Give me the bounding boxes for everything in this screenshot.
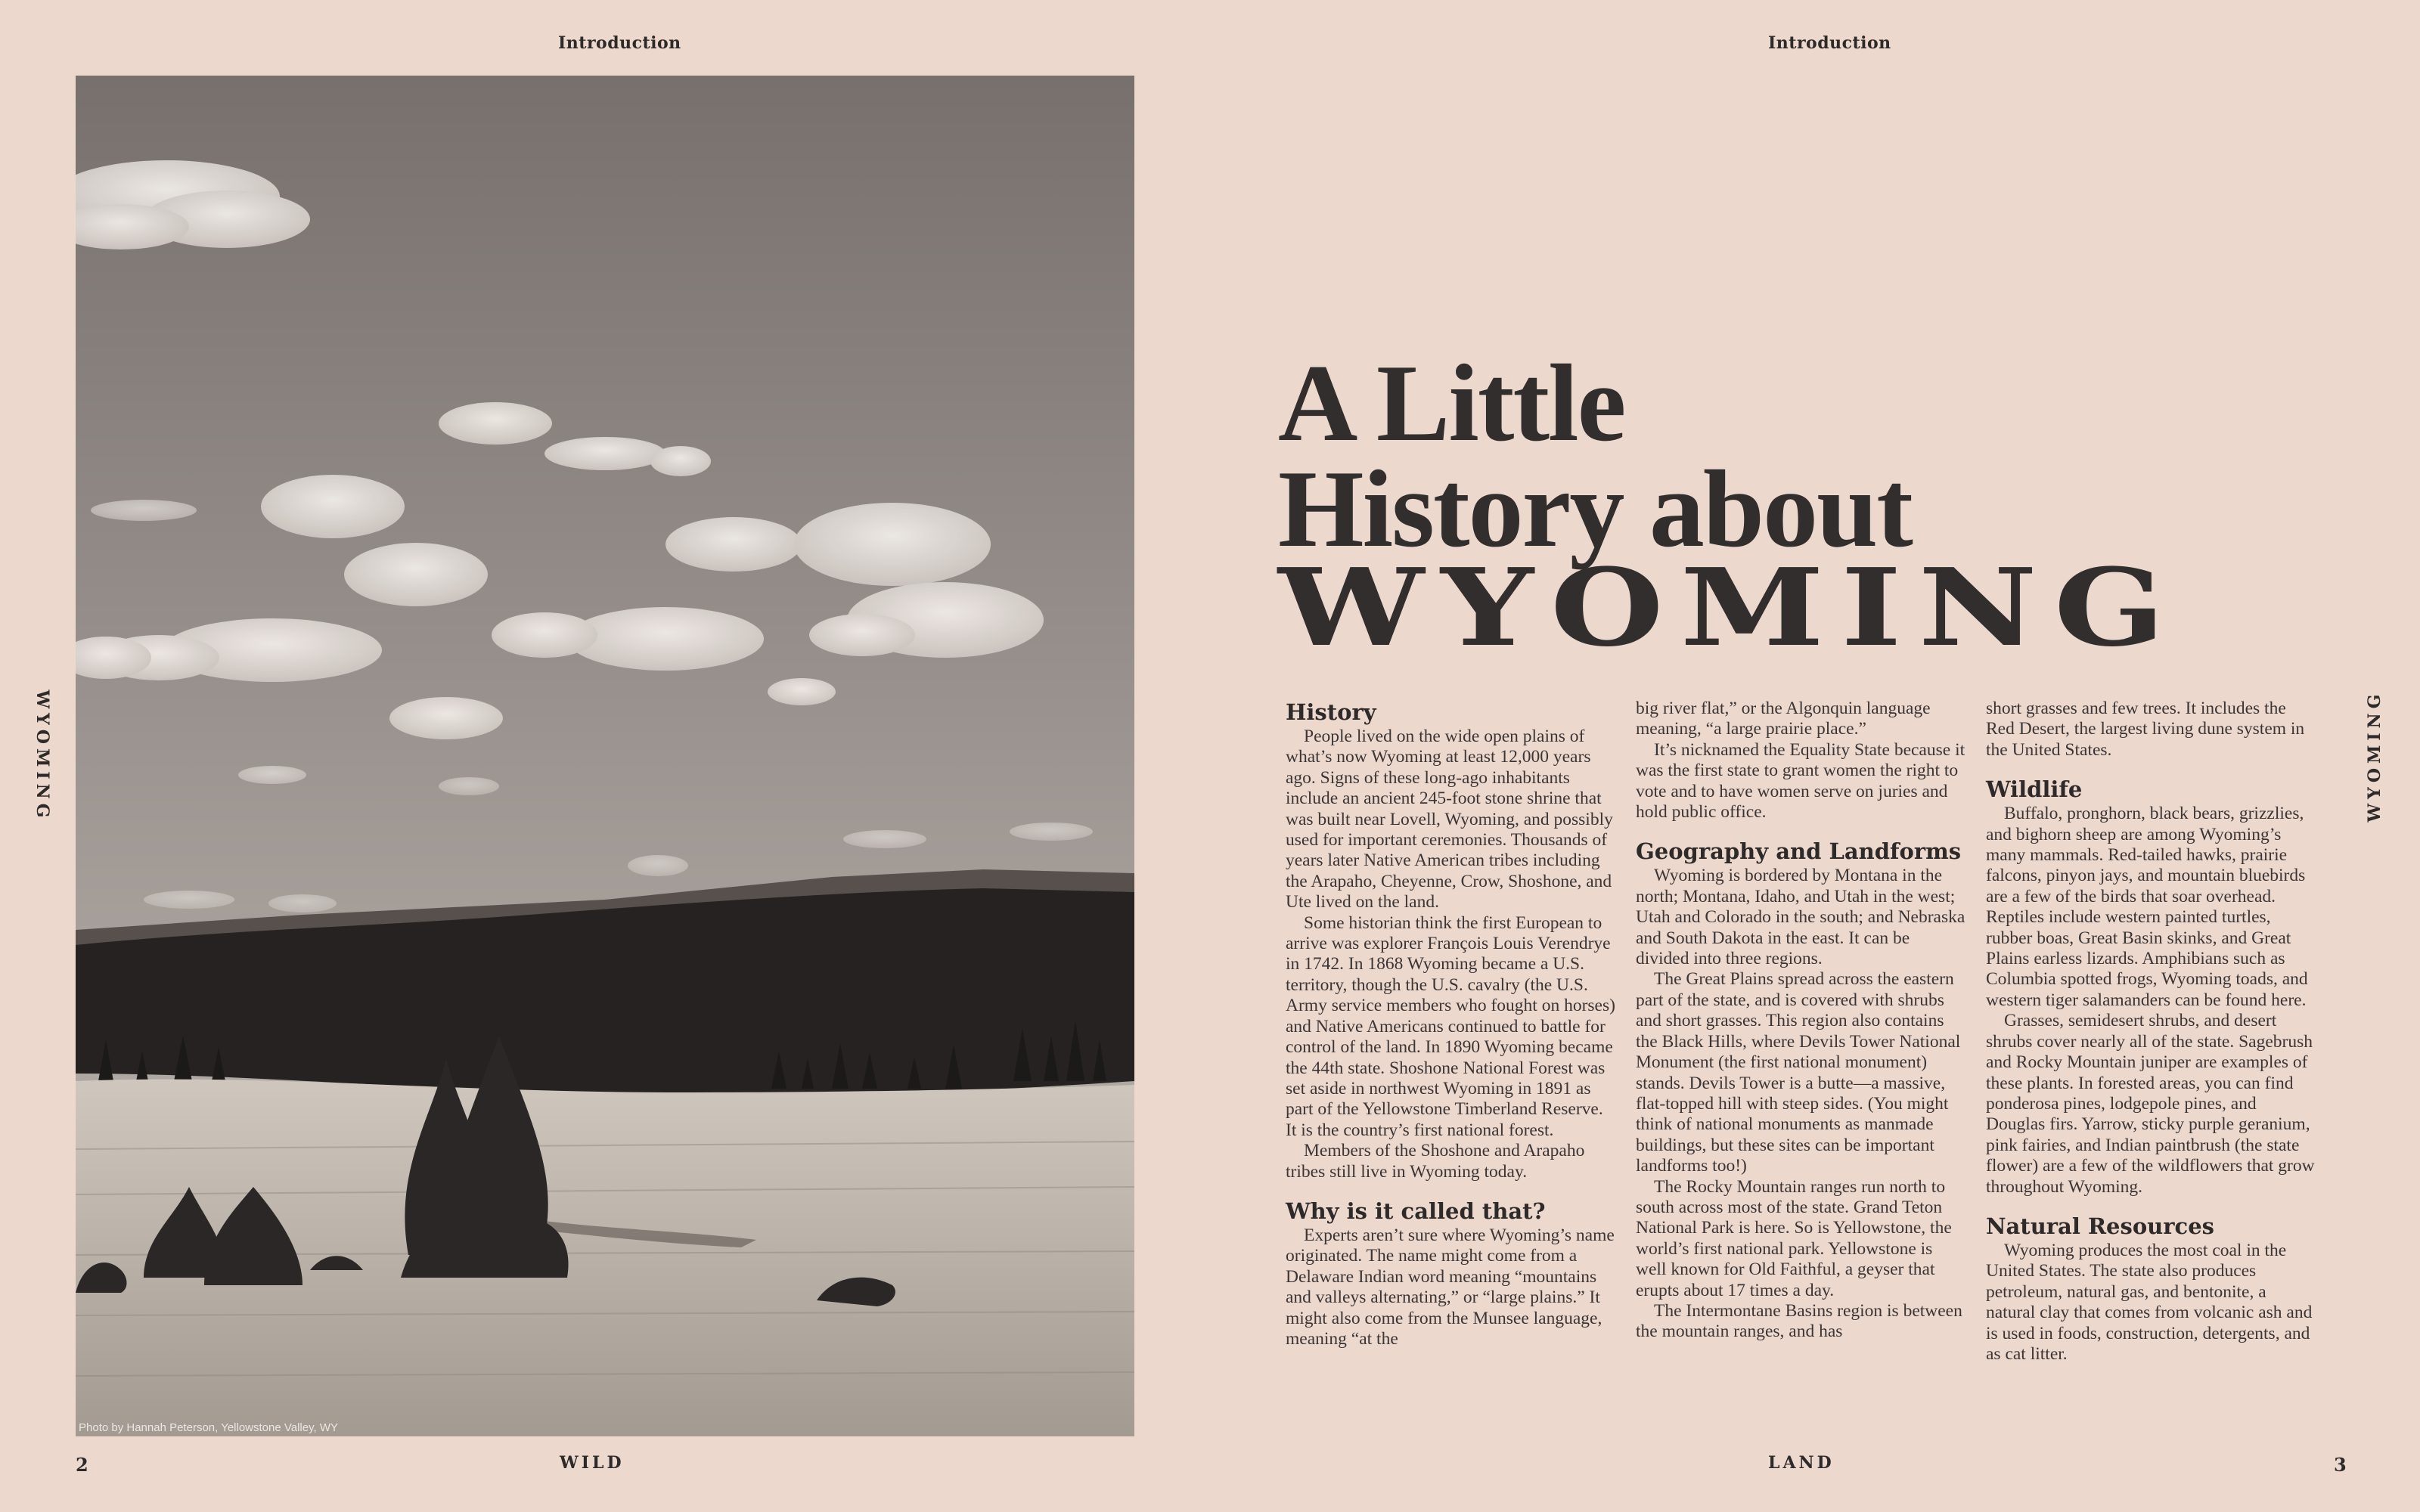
paragraph: People lived on the wide open plains of what’s now Wyoming at least 12,000 years ago. Signs of these long-ago inhabitants include an ancient 245-foot stone shrine that was built near Lovell, Wyoming, and possibly used for important ceremonies. Thousands of years later Native American tribes including the Arapaho, Cheyenne, Crow, Shoshone, and Ute lived on the land. xyxy=(1286,727,1613,912)
heading-geography: Geography and Landforms xyxy=(1636,838,1962,865)
heading-history: History xyxy=(1286,699,1376,725)
paragraph: The Great Plains spread across the eastern part of the state, and is covered with shrubs and short grasses. This region also contains the Black Hills, where Devils Tower National Monument (the first national monument) stands. Devils Tower is a butte—a massive, flat-topped hill with steep sides. (You might think of national monuments as manmade buildings, but these sites can be important landforms too!) xyxy=(1636,969,1961,1176)
running-head-left: Introduction xyxy=(558,33,681,53)
article-column-1 xyxy=(1286,700,1617,1349)
heading-natural-resources: Natural Resources xyxy=(1986,1213,2214,1239)
landscape-photo xyxy=(76,76,1134,1436)
running-head-right: Introduction xyxy=(1768,33,1891,53)
article-column-2 xyxy=(1636,699,1967,1343)
paragraph: short grasses and few trees. It includes the Red Desert, the largest living dune system in the United States. xyxy=(1986,699,2305,760)
page-number-left: 2 xyxy=(76,1454,88,1476)
paragraph: Wyoming is bordered by Montana in the north; Montana, Idaho, and Utah in the west; Utah and Colorado in the south; and Nebraska and South Dakota in the east. It can be divided into three regions. xyxy=(1636,866,1965,969)
side-label-left: WYOMING xyxy=(33,689,52,823)
headline-wyoming: WYOMING xyxy=(1278,544,2182,671)
paragraph: big river flat,” or the Algonquin language meaning, “a large prairie place.” xyxy=(1636,699,1931,739)
paragraph: Some historian think the first European to arrive was explorer François Louis Verendrye in 1742. In 1868 Wyoming became a U.S. territory, though the U.S. cavalry (the U.S. Army service members who fought on horses) and Native Americans continued to battle for control of the land. In 1890 Wyoming became the 44th state. Shoshone National Forest was set aside in northwest Wyoming in 1891 as part of the Yellowstone Timberland Reserve. It is the country’s first national forest. xyxy=(1286,912,1615,1140)
page-number-right: 3 xyxy=(2334,1454,2347,1476)
headline-line-1: A Little xyxy=(1278,342,1625,464)
footer-word-right: LAND xyxy=(1768,1453,1835,1473)
paragraph: Grasses, semidesert shrubs, and desert shrubs cover nearly all of the state. Sagebrush and Rocky Mountain juniper are examples of these plants. In forested areas, you can find ponderosa pines, lodgepole pines, and Douglas firs. Yarrow, sticky purple geranium, pink fairies, and Indian paintbrush (the state flower) are a few of the wildflowers that grow throughout Wyoming. xyxy=(1986,1011,2315,1197)
article-column-3 xyxy=(1986,699,2317,1365)
paragraph: The Intermontane Basins region is between the mountain ranges, and has xyxy=(1636,1300,1962,1342)
paragraph: Wyoming produces the most coal in the United States. The state also produces petroleum, natural gas, and bentonite, a natural clay that comes from volcanic ash and is used in foods, construction, detergents, and as cat litter. xyxy=(1986,1240,2313,1364)
heading-why-called: Why is it called that? xyxy=(1286,1198,1546,1224)
paragraph: It’s nicknamed the Equality State because it was the first state to grant women the right to vote and to have women serve on juries and hold public office. xyxy=(1636,739,1965,823)
headline-line-2: History about xyxy=(1278,448,1912,570)
paragraph: The Rocky Mountain ranges run north to south across most of the state. Grand Teton National Park is here. So is Yellowstone, the world’s first national park. Yellowstone is well known for Old Faithful, a geyser that erupts about 17 times a day. xyxy=(1636,1176,1952,1300)
heading-wildlife: Wildlife xyxy=(1986,776,2083,803)
footer-word-left: WILD xyxy=(560,1453,625,1473)
paragraph: Buffalo, pronghorn, black bears, grizzlies, and bighorn sheep are among Wyoming’s many mammals. Red-tailed hawks, prairie falcons, pinyon jays, and mountain bluebirds are a few of the birds that soar overhead. Reptiles include western painted turtles, rubber boas, Great Basin skinks, and Great Plains earless lizards. Amphibians such as Columbia spotted frogs, Wyoming toads, and western tiger salamanders can be found here. xyxy=(1986,804,2308,1010)
side-label-right: WYOMING xyxy=(2365,689,2384,823)
paragraph: Members of the Shoshone and Arapaho tribes still live in Wyoming today. xyxy=(1286,1141,1585,1182)
paragraph: Experts aren’t sure where Wyoming’s name originated. The name might come from a Delaware Indian word meaning “mountains and valleys alternating,” or “large plains.” It might also come from the Munsee language, meaning “at the xyxy=(1286,1225,1615,1349)
photo-credit: Photo by Hannah Peterson, Yellowstone Valley, WY xyxy=(79,1421,338,1434)
